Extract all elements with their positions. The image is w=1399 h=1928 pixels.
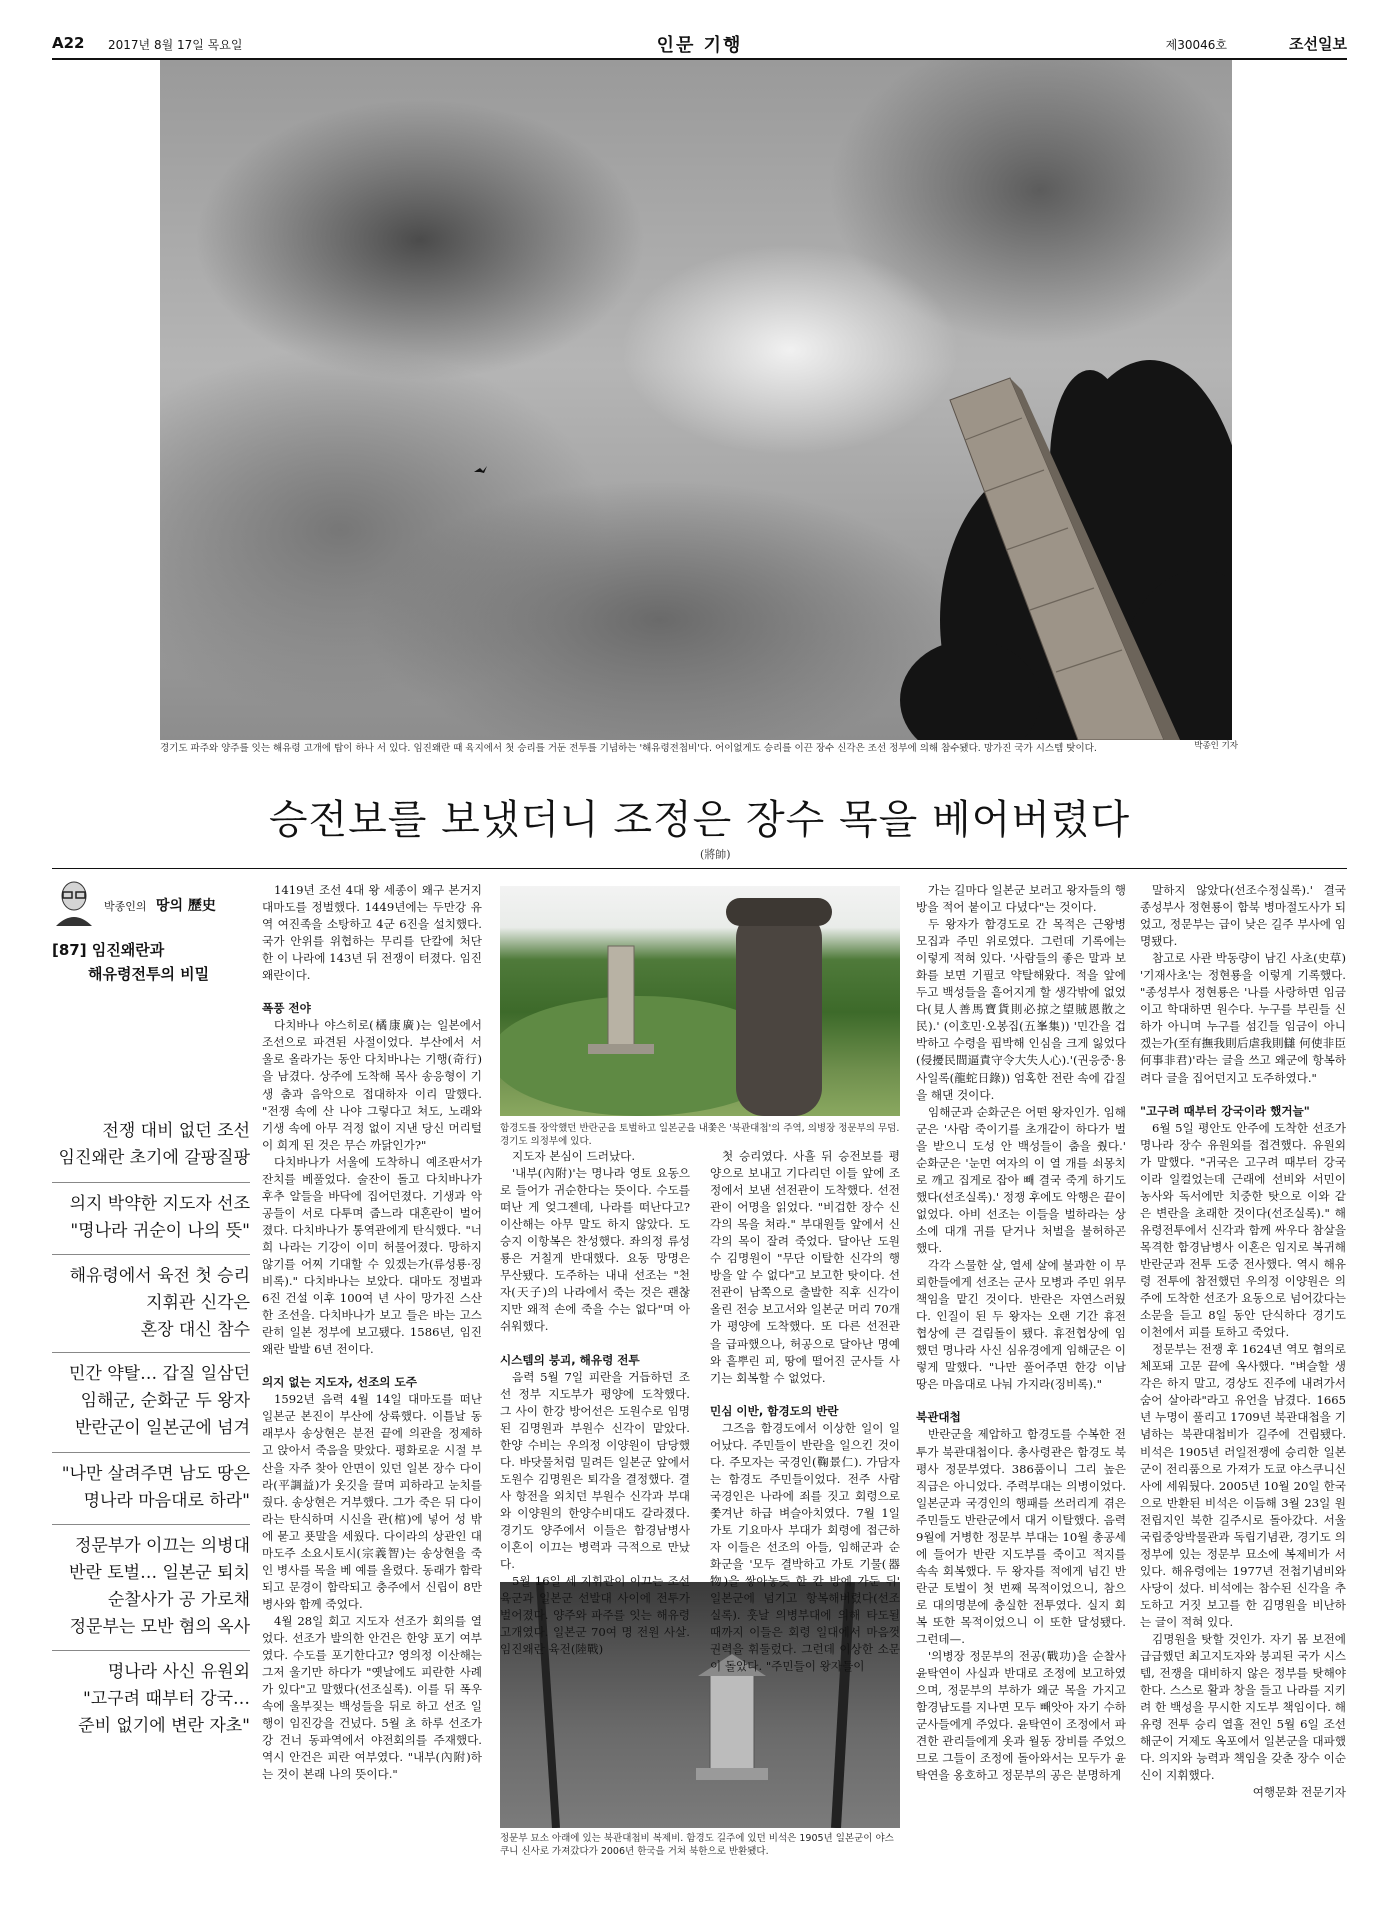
page-header [52, 30, 1347, 60]
series-number: [87] 임진왜란과 [52, 941, 165, 959]
main-photo [160, 60, 1232, 740]
monument-tower-illustration [160, 60, 1232, 740]
body-column-1 [262, 882, 482, 1783]
photo-credit: 박종인 기자 [1194, 741, 1238, 751]
pull-quote-4: 민간 약탈… 갑질 일삼던 임해군, 순화군 두 왕자 반란군이 일본군에 넘겨 [52, 1352, 250, 1442]
body-paragraph: 다치바나 야스히로(橘康廣)는 일본에서 조선으로 파견된 사절이었다. 부산에서 서울로 올라가는 동안 다치바나는 기행(奇行)을 남겼다. 상주에 도착해 목사 송응형이 기생 춤과 음악으로 접대하자 이리 말했다. "전쟁 속에 산 나야 그렇다고 쳐도, 노래와 기생 속에 아무 걱정 없이 지낸 당신 머리털이 희게 된 것은 무슨 까닭인가?" [262, 1018, 482, 1152]
series-subtitle: 해유령전투의 비밀 [88, 965, 210, 983]
body-paragraph: 참고로 사관 박동량이 남긴 사초(史草) '기재사초'는 정현룡을 이렇게 기록했다. "종성부사 정현룡은 '나를 사랑하면 임금이고 학대하면 원수다. 누구를 부린들 신하가 아니며 누구를 섬긴들 임금이 아니겠는가(至有撫我則后虐我則讎 何使非臣何事非君)'라는 글을 쓰고 왜군에 항복하려다 글을 집어던지고 도주하였다." [1140, 951, 1346, 1085]
pull-quote-2: 의지 박약한 지도자 선조 "명나라 귀순이 나의 뜻" [52, 1182, 250, 1245]
publish-date: 2017년 8월 17일 목요일 [108, 38, 243, 52]
bird-icon [474, 466, 487, 473]
column-byline: 박종인의 [104, 900, 147, 913]
pull-quote-1: 전쟁 대비 없던 조선 임진왜란 초기에 갈팡질팡 [58, 1121, 250, 1168]
body-paragraph: '의병장 정문부의 전공(戰功)을 순찰사 윤탁연이 사실과 반대로 조정에 보고하였으며, 정문부의 부하가 왜군 목을 가지고 함경남도를 지나면 모두 빼앗아 자기 수하 군사들에게 주었다. 윤탁연이 조정에서 파견한 관리들에게 옷과 월동 장비를 주었으므로 그들이 조정에 돌아와서는 모두가 윤탁연을 옹호하고 정문부의 공은 분명하게 [916, 1649, 1126, 1783]
body-paragraph: 반란군을 제압하고 함경도를 수복한 전투가 북관대첩이다. 총사령관은 함경도 북평사 정문부였다. 386품이니 그리 높은 직급은 아니었다. 주력부대는 의병이었다. 일본군과 국경인의 행패를 쓰러리게 겪은 주민들도 반란군에서 대거 이탈했다. 음력 9월에 거병한 정문부 부대는 10월 총공세에 들어가 반란 지도부를 죽이고 적지를 속속 회복했다. 두 왕자를 적에게 넘긴 반란군 토벌이 첫 번째 목적이었으니, 참으로 대의명분에 충실한 전투였다. 실지 회복 또한 목적이었으니 이 또한 달성됐다. 그런데—. [916, 1427, 1126, 1647]
main-photo-caption: 경기도 파주와 양주를 잇는 해유령 고개에 탑이 하나 서 있다. 임진왜란 때 육지에서 첫 승리를 거둔 전투를 기념하는 '해유령전첩비'다. 어이없게도 승리를 이끈 장수 신각은 조선 정부에 의해 참수됐다. 망가진 국가 시스템 탓이다. [160, 743, 1097, 754]
body-paragraph: 4월 28일 회고 지도자 선조가 회의를 열었다. 선조가 발의한 안건은 한양 포기 여부였다. 수도를 포기한다고? 영의정 이산해는 그저 울기만 하다가 "옛날에도 피란한 사례가 있다"고 말했다(선조실록). 이를 뒤 폭우 속에 울부짖는 백성들을 뒤로 하고 선조 일행이 임진강을 건넜다. 5월 초 하루 선조가 강 건너 동파역에서 야전회의를 주재했다. 역시 안건은 피란 여부였다. "내부(內附)하는 것이 본래 나의 뜻이다." [262, 1613, 482, 1782]
body-paragraph: 5월 16일 세 지휘관이 이끄는 조선 육군과 일본군 선발대 사이에 전투가 벌어졌다. 양주와 파주를 잇는 해유령 고개였다. 일본군 70여 명 전원 사살. 임진왜란 육전(陸戰) [500, 1574, 690, 1657]
body-column-3 [710, 1148, 900, 1675]
section-heading: 북관대첩 [916, 1410, 961, 1425]
section-heading: 폭풍 전야 [262, 1001, 311, 1016]
body-paragraph: 두 왕자가 함경도로 간 목적은 근왕병 모집과 주민 위로였다. 그런데 기록에는 이렇게 적혀 있다. '사람들의 좋은 말과 보화를 보면 기필코 약탈해왔다. 적을 앞에 두고 백성들을 흩어지게 할 생각밖에 없었다(見人善馬寶貨則必掠之望賊恩散之民).' (이호민·오봉집(五峯集)) '민간을 겁박하고 수령을 핍박해 인심을 크게 잃었다(侵擾民間逼責守令大失人心).'(권응중·용사일록(龍蛇日錄)) 엄혹한 전란 속에 갑질을 해댄 것이다. [916, 917, 1126, 1102]
body-paragraph: 김명원을 탓할 것인가. 자기 몸 보전에 급급했던 최고지도자와 붕괴된 국가 시스템, 전쟁을 대비하지 않은 정부를 탓해야 한다. 스스로 활과 창을 들고 나라를 지키려 한 백성을 무시한 지도부 책임이다. 해유령 전투 승리 열흘 전인 5월 6일 조선 해군이 거제도 옥포에서 일본군을 대파했다. 의지와 능력과 책임을 갖춘 장수 이순신이 지휘했다. [1140, 1632, 1346, 1783]
author-signature: 여행문화 전문기자 [1252, 1785, 1346, 1800]
body-column-5 [1140, 882, 1346, 1801]
pull-quote-7: 명나라 사신 유원외 "고구려 때부터 강국… 준비 없기에 변란 자초" [52, 1650, 250, 1740]
column-author [52, 878, 250, 926]
body-paragraph: 그즈음 함경도에서 이상한 일이 일어났다. 주민들이 반란을 일으킨 것이다. 주모자는 국경인(鞠景仁). 가담자는 함경도 주민들이었다. 전주 사람 국경인은 나라에 죄를 짓고 회령으로 쫓겨난 하급 벼슬아치였다. 7월 1일 가토 기요마사 부대가 회령에 접근하자 이들은 선조의 아들, 임해군과 순화군을 '모두 결박하고 가토 기물(器物)을 쌓아놓듯 한 칸 방에 가둔 뒤' 일본군에 넘기고 항복해버렸다(선조실록). 훗날 의병부대에 의해 타도될 때까지 이들은 회령 일대에서 마음껏 권력을 휘둘렀다. 그런데 이상한 소문이 돌았다. "주민들이 왕자들이 [710, 1420, 900, 1674]
issue-number: 제30046호 [1165, 38, 1227, 52]
column-name: 땅의 歷史 [156, 898, 216, 914]
body-column-4 [916, 882, 1126, 1784]
body-paragraph: 가는 길마다 일본군 보러고 왕자들의 행방을 적어 붙이고 다녔다"는 것이다. [916, 883, 1126, 915]
body-paragraph: 6월 5일 평안도 안주에 도착한 선조가 명나라 장수 유원외를 접견했다. 유원외가 말했다. "귀국은 고구려 때부터 강국이라 일컬었는데 근래에 선비와 서민이 농사와 독서에만 치중한 탓으로 이와 같은 변란을 초래한 것이다(선조실록)." 해유령전투에서 신각과 함께 싸우다 참살을 목격한 함경남병사 이혼은 임지로 복귀해 반란군과 전투 도중 전사했다. 역시 해유령 전투에 참전했던 우의정 이양원은 의주에 도착한 선조가 요동으로 넘어갔다는 소문을 듣고 8일 동안 단식하다 경기도 이천에서 피를 토하고 죽었다. [1140, 1120, 1346, 1340]
tomb-photo-caption: 함경도를 장악했던 반란군을 토벌하고 일본군을 내쫓은 '북관대첩'의 주역, 의병장 정문부의 무덤. 경기도 의정부에 있다. [500, 1123, 900, 1147]
replica-photo-caption: 정문부 묘소 아래에 있는 북관대첩비 복제비. 함경도 길주에 있던 비석은 1905년 일본군이 야스쿠니 신사로 가져갔다가 2006년 한국을 거쳐 북한으로 반환됐다. [500, 1833, 894, 1857]
section-heading: 의지 없는 지도자, 선조의 도주 [262, 1375, 417, 1390]
pull-quote-6: 정문부가 이끄는 의병대 반란 토벌… 일본군 퇴치 순찰사가 공 가로채 정문부는 모반 혐의 옥사 [52, 1524, 250, 1641]
tomb-photo [500, 886, 900, 1116]
body-paragraph: 정문부는 전쟁 후 1624년 역모 혐의로 체포돼 고문 끝에 옥사했다. "벼슬할 생각은 하지 말고, 경상도 진주에 내려가서 숨어 살아라"라고 유언을 남겼다. 1665년 누명이 풀리고 1709년 북관대첩을 기념하는 북관대첩비가 길주에 건립됐다. 비석은 1905년 러일전쟁에 승리한 일본군이 전리품으로 가져가 도쿄 야스쿠니신사에 세워뒀다. 2005년 10월 20일 한국으로 반환된 비석은 이듬해 3월 23일 원전립지인 북한 길주시로 돌아갔다. 서울 국립중앙박물관과 독립기념관, 경기도 의정부에 있는 정문부 묘소에 복제비가 서 있다. 해유령에는 1977년 전첩기념비와 사당이 섰다. 비석에는 참수된 신각을 추도하고 거짓 보고를 한 김명원을 비난하는 글이 적혀 있다. [1140, 1342, 1346, 1629]
section-title: 인문 기행 [656, 35, 743, 56]
series-title [52, 938, 250, 986]
body-paragraph: 첫 승리였다. 사흘 뒤 승전보를 평양으로 보내고 기다리던 이들 앞에 조정에서 보낸 선전관이 도착했다. 선전관이 어명을 읽었다. "비겁한 장수 신각의 목을 쳐라." 부대원들 앞에서 신각의 목이 잘려 죽었다. 달아난 도원수 김명원이 "무단 이탈한 신각의 행방을 알 수 없다"고 보고한 탓이다. 선전관이 남쪽으로 출발한 직후 신각이 올린 전승 보고서와 일본군 머리 70개가 평양에 도착했다. 또 다른 선전관을 급파했으나, 허공으로 달아난 명예와 흩뿌린 피, 땅에 떨어진 군사들 사기는 회복할 수 없었다. [710, 1149, 900, 1385]
body-paragraph: 임해군과 순화군은 어떤 왕자인가. 임해군은 '사람 죽이기를 초개같이 하다가 벌을 받으니 도성 안 백성들이 춤을 췄다.' 순화군은 '눈먼 여자의 이 열 개를 쇠몽치로 깨고 집게로 잡아 빼 결국 죽게 하기도 했다(선조실록).' 정쟁 후에도 악행은 끝이 없었다. 아비 선조는 이들을 벌하라는 상소에 대개 귀를 닫거나 처벌을 불허하곤 했다. [916, 1104, 1126, 1255]
body-paragraph: 음력 5월 7일 피란을 거듭하던 조선 정부 지도부가 평양에 도착했다. 그 사이 한강 방어선은 도원수로 임명된 김명원과 부원수 신각이 맡았다. 한양 수비는 우의정 이양원이 담당했다. 바닷물처럼 밀려든 일본군 앞에서 도원수 김명원은 퇴각을 결정했다. 결사 항전을 외치던 부원수 신각과 부대와 이양원의 한양수비대도 갈라졌다. 경기도 양주에서 이들은 함경남병사 이혼이 이끄는 병력과 극적으로 만났다. [500, 1369, 690, 1572]
pull-quote-3: 해유령에서 육전 첫 승리 지휘관 신각은 혼장 대신 참수 [52, 1254, 250, 1344]
headline-sub: (將帥) [700, 848, 731, 861]
body-column-2 [500, 1148, 690, 1658]
body-paragraph: '내부(內附)'는 명나라 영토 요동으로 들어가 귀순한다는 뜻이다. 수도를 떠난 게 엊그젠데, 나라를 떠난다고? 이산해는 아무 말도 하지 않았다. 도승지 이항복은 찬성했다. 좌의정 류성룡은 거칠게 반대했다. 요동 망명은 무산됐다. 도주하는 내내 선조는 "천자(天子)의 나라에서 죽는 것은 괜찮지만 왜적 손에 죽을 수는 없다"며 아쉬워했다. [500, 1166, 690, 1334]
body-paragraph: 다치바나가 서울에 도착하니 예조판서가 잔치를 베풀었다. 술잔이 돌고 다치바나가 후추 알들을 바닥에 집어던졌다. 기생과 악공들이 서로 다투며 줍느라 대혼란이 벌어졌다. 다치바나가 통역관에게 탄식했다. "너희 나라는 기강이 이미 허물어졌다. 망하지 않기를 어찌 기대할 수 있겠는가(류성룡·징비록)." 다치바나는 보았다. 대마도 정벌과 6진 건설 이후 100여 년 사이 망가진 스산한 조선을. 다치바나가 보고 들은 바는 고스란히 일본 정부에 보고됐다. 1586년, 임진왜란 발발 6년 전이다. [262, 1154, 482, 1357]
body-paragraph: 1592년 음력 4월 14일 대마도를 떠난 일본군 본진이 부산에 상륙했다. 이틀날 동래부사 송상현은 분전 끝에 의관을 정제하고 앉아서 죽음을 맞았다. 평화로운 시절 부산을 자주 찾아 안면이 있던 일본 장수 다이라(平調益)가 옷깃을 끌며 피하라고 눈치를 줬다. 송상현은 거부했다. 그가 죽은 뒤 다이라는 탄식하며 시신을 관(棺)에 넣어 성 밖에 묻고 푯말을 세웠다. 다이라의 상관인 대마도주 소요시토시(宗義智)는 송상현을 죽인 병사를 목을 베 예를 올렸다. 동래가 함락되고 문경이 함락되고 충주에서 신립이 8만 병사와 함께 죽었다. [262, 1392, 482, 1611]
body-paragraph: 1419년 조선 4대 왕 세종이 왜구 본거지 대마도를 정벌했다. 1449년에는 두만강 유역 여진족을 소탕하고 4군 6진을 설치했다. 국가 안위를 위협하는 무리를 단칼에 처단한 이 나라에 143년 뒤 전쟁이 터졌다. 임진왜란이다. [262, 883, 482, 983]
section-heading: "고구려 때부터 강국이라 했거늘" [1140, 1103, 1310, 1118]
headline: 승전보를 보냈더니 조정은 장수 목을 베어버렸다 [268, 797, 1131, 843]
section-heading: 시스템의 붕괴, 해유령 전투 [500, 1352, 640, 1367]
page-number: A22 [52, 34, 85, 52]
body-paragraph: 각각 스물한 살, 열세 살에 불과한 이 무뢰한들에게 선조는 군사 모병과 주민 위무 책임을 맡긴 것이다. 반란은 자연스러웠다. 인질이 된 두 왕자는 오랜 기간 휴전 협상에 큰 걸림돌이 됐다. 휴전협상에 임했던 명나라 사신 심유경에게 임해군은 이렇게 말했다. "나만 풀어주면 한강 이남 땅은 마음대로 나눠 가지라(징비록)." [916, 1258, 1126, 1392]
section-heading: 민심 이반, 함경도의 반란 [710, 1403, 839, 1418]
body-paragraph: 말하지 않았다(선조수정실록).' 결국 종성부사 정현룡이 함북 병마절도사가 되었고, 정문부는 급이 낮은 길주 부사에 임명됐다. [1140, 883, 1346, 949]
newspaper-name: 조선일보 [1289, 35, 1347, 53]
tomb-illustration [500, 886, 900, 1116]
author-portrait-icon [52, 878, 96, 926]
headline-rule [52, 868, 1347, 869]
body-paragraph: 지도자 본심이 드러났다. [512, 1149, 636, 1163]
pull-quote-5: "나만 살려주면 남도 땅은 명나라 마음대로 하라" [52, 1452, 250, 1515]
